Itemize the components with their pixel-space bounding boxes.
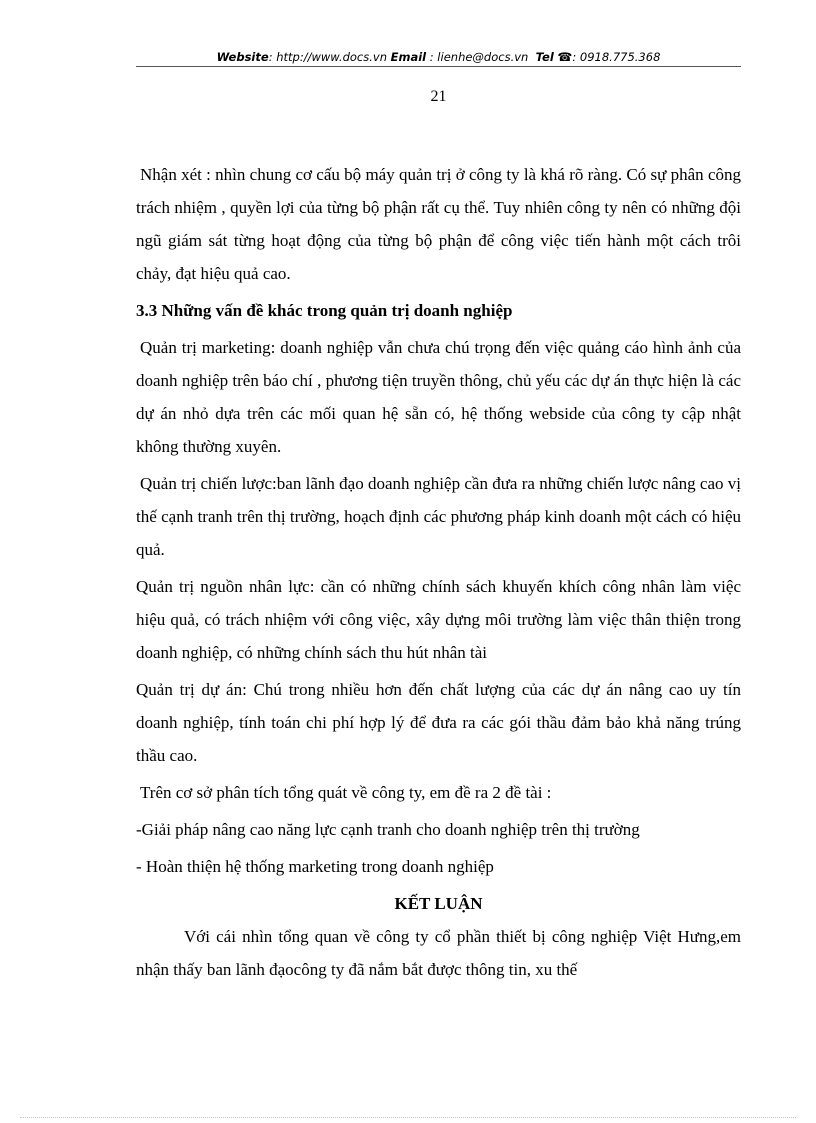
phone-icon: ☎ [557, 50, 573, 64]
ket-luan-heading: KẾT LUẬN [394, 894, 483, 913]
paragraph-nhan-xet: Nhận xét : nhìn chung cơ cấu bộ máy quản trị ở công ty là khá rõ ràng. Có sự phân công trách nhiệm , quyền lợi của từng bộ phận rất cụ thể. Tuy nhiên công ty nên có những đội ngũ giám sát từng hoạt động của từng bộ phận để công việc tiến hành một cách trôi chảy, đạt hiệu quả cao. [136, 165, 741, 283]
topic-item-2: - Hoàn thiện hệ thống marketing trong doanh nghiệp [136, 857, 494, 876]
document-body [136, 158, 741, 990]
paragraph-nhan-luc: Quản trị nguồn nhân lực: cần có những chính sách khuyến khích công nhân làm việc hiệu quả, có trách nhiệm với công việc, xây dựng môi trường làm việc thân thiện trong doanh nghiệp, có những chính sách thu hút nhân tài [136, 577, 741, 662]
tel-value: : 0918.775.368 [572, 50, 661, 64]
page-number: 21 [430, 88, 447, 105]
page-header [136, 48, 741, 66]
website-label: Website [216, 50, 269, 64]
paragraph-chien-luoc: Quản trị chiến lược:ban lãnh đạo doanh nghiệp cần đưa ra những chiến lược nâng cao vị thế cạnh tranh trên thị trường, hoạch định các phương pháp kinh doanh một cách có hiệu quả. [136, 474, 741, 559]
footer-dotted-line [20, 1117, 796, 1118]
website-value: : http://www.docs.vn [268, 50, 387, 64]
email-label: Email [390, 50, 427, 64]
email-value: : lienhe@docs.vn [429, 50, 529, 64]
paragraph-marketing: Quản trị marketing: doanh nghiệp vẫn chưa chú trọng đến việc quảng cáo hình ảnh của doanh nghiệp trên báo chí , phương tiện truyền thông, chủ yếu các dự án thực hiện là các dự án nhỏ dựa trên các mối quan hệ sẵn có, hệ thống webside của công ty cập nhật không thường xuyên. [136, 338, 741, 456]
paragraph-du-an: Quản trị dự án: Chú trong nhiều hơn đến chất lượng của các dự án nâng cao uy tín doanh nghiệp, tính toán chi phí hợp lý để đưa ra các gói thầu đảm bảo khả năng trúng thầu cao. [136, 680, 741, 765]
paragraph-ket-luan: Với cái nhìn tổng quan về công ty cổ phần thiết bị công nghiệp Việt Hưng,em nhận thấy ban lãnh đạocông ty đã nắm bắt được thông tin, xu thế [136, 927, 741, 979]
header-divider [136, 66, 741, 67]
section-heading: 3.3 Những vấn đề khác trong quản trị doanh nghiệp [136, 301, 513, 320]
tel-label: Tel [535, 50, 554, 64]
paragraph-tren-co-so: Trên cơ sở phân tích tổng quát về công ty, em đề ra 2 đề tài : [140, 783, 552, 802]
topic-item-1: -Giải pháp nâng cao năng lực cạnh tranh cho doanh nghiệp trên thị trường [136, 820, 640, 839]
